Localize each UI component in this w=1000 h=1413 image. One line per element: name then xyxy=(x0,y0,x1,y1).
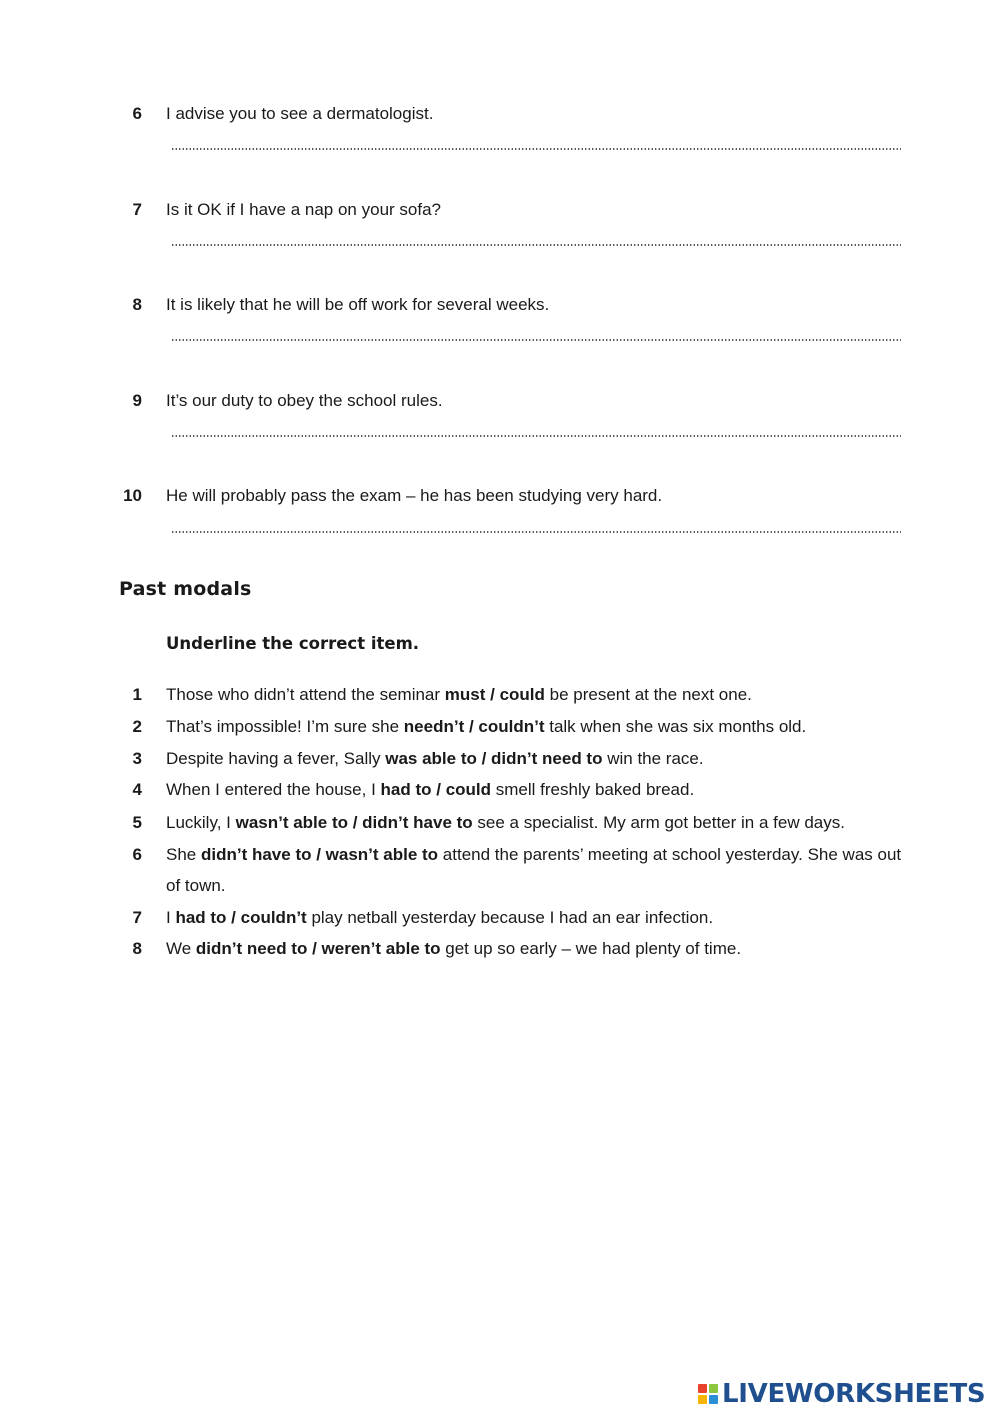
sentence-part: win the race. xyxy=(602,749,704,768)
sentence-part: Luckily, I xyxy=(166,813,236,832)
item-number: 8 xyxy=(132,295,142,314)
item-sentence xyxy=(166,902,926,933)
item-number: 8 xyxy=(132,939,142,958)
sentence-part: That’s impossible! I’m sure she xyxy=(166,717,404,736)
modal-options[interactable]: didn’t need to / weren’t able to xyxy=(195,939,441,958)
sentence-part: be present at the next one. xyxy=(544,685,752,704)
modal-options[interactable]: didn’t have to / wasn’t able to xyxy=(200,845,439,864)
sentence-part: Despite having a fever, Sally xyxy=(166,749,386,768)
item-text: I advise you to see a dermatologist. xyxy=(166,104,434,123)
sentence-part: We xyxy=(166,939,196,958)
sentence-part: smell freshly baked bread. xyxy=(491,780,695,799)
item-sentence xyxy=(166,807,926,838)
sentence-part: attend the parents’ meeting at school yesterday. She was out of town. xyxy=(166,845,902,895)
answer-line[interactable] xyxy=(171,531,901,533)
logo-text: LIVEWORKSHEETS xyxy=(722,1379,986,1409)
sentence-part: I xyxy=(166,908,176,927)
item-number: 6 xyxy=(132,104,142,123)
item-sentence xyxy=(166,933,926,964)
item-number: 1 xyxy=(132,685,142,704)
sentence-part: talk when she was six months old. xyxy=(544,717,807,736)
liveworksheets-logo[interactable] xyxy=(698,1379,985,1409)
modal-options[interactable]: needn’t / couldn’t xyxy=(403,717,545,736)
section-instruction: Underline the correct item. xyxy=(166,634,420,653)
item-number: 6 xyxy=(132,845,142,864)
item-sentence xyxy=(166,679,926,710)
answer-line[interactable] xyxy=(171,339,901,341)
section-heading: Past modals xyxy=(119,578,252,600)
logo-block xyxy=(698,1384,707,1393)
item-number: 7 xyxy=(132,908,142,927)
answer-line[interactable] xyxy=(171,244,901,246)
modal-options[interactable]: wasn’t able to / didn’t have to xyxy=(235,813,473,832)
sentence-part: When I entered the house, I xyxy=(166,780,381,799)
item-sentence xyxy=(166,711,926,742)
item-text: Is it OK if I have a nap on your sofa? xyxy=(166,200,441,219)
item-sentence xyxy=(166,774,926,805)
modal-options[interactable]: had to / couldn’t xyxy=(175,908,307,927)
sentence-part: Those who didn’t attend the seminar xyxy=(166,685,445,704)
item-sentence xyxy=(166,839,911,901)
item-number: 10 xyxy=(123,486,142,505)
item-sentence xyxy=(166,743,926,774)
logo-block xyxy=(698,1395,707,1404)
item-text: He will probably pass the exam – he has been studying very hard. xyxy=(166,486,663,505)
sentence-part: play netball yesterday because I had an ear infection. xyxy=(306,908,714,927)
item-number: 2 xyxy=(132,717,142,736)
answer-line[interactable] xyxy=(171,148,901,150)
sentence-part: get up so early – we had plenty of time. xyxy=(440,939,742,958)
logo-block xyxy=(709,1384,718,1393)
item-number: 3 xyxy=(132,749,142,768)
answer-line[interactable] xyxy=(171,435,901,437)
item-number: 5 xyxy=(132,813,142,832)
liveworksheets-blocks-icon xyxy=(698,1384,718,1404)
item-text: It’s our duty to obey the school rules. xyxy=(166,391,443,410)
item-number: 9 xyxy=(132,391,142,410)
sentence-part: She xyxy=(166,845,201,864)
sentence-part: see a specialist. My arm got better in a few days. xyxy=(472,813,845,832)
item-text: It is likely that he will be off work for several weeks. xyxy=(166,295,550,314)
item-number: 7 xyxy=(132,200,142,219)
modal-options[interactable]: was able to / didn’t need to xyxy=(385,749,603,768)
item-number: 4 xyxy=(132,780,142,799)
modal-options[interactable]: had to / could xyxy=(380,780,492,799)
logo-block xyxy=(709,1395,718,1404)
modal-options[interactable]: must / could xyxy=(444,685,545,704)
